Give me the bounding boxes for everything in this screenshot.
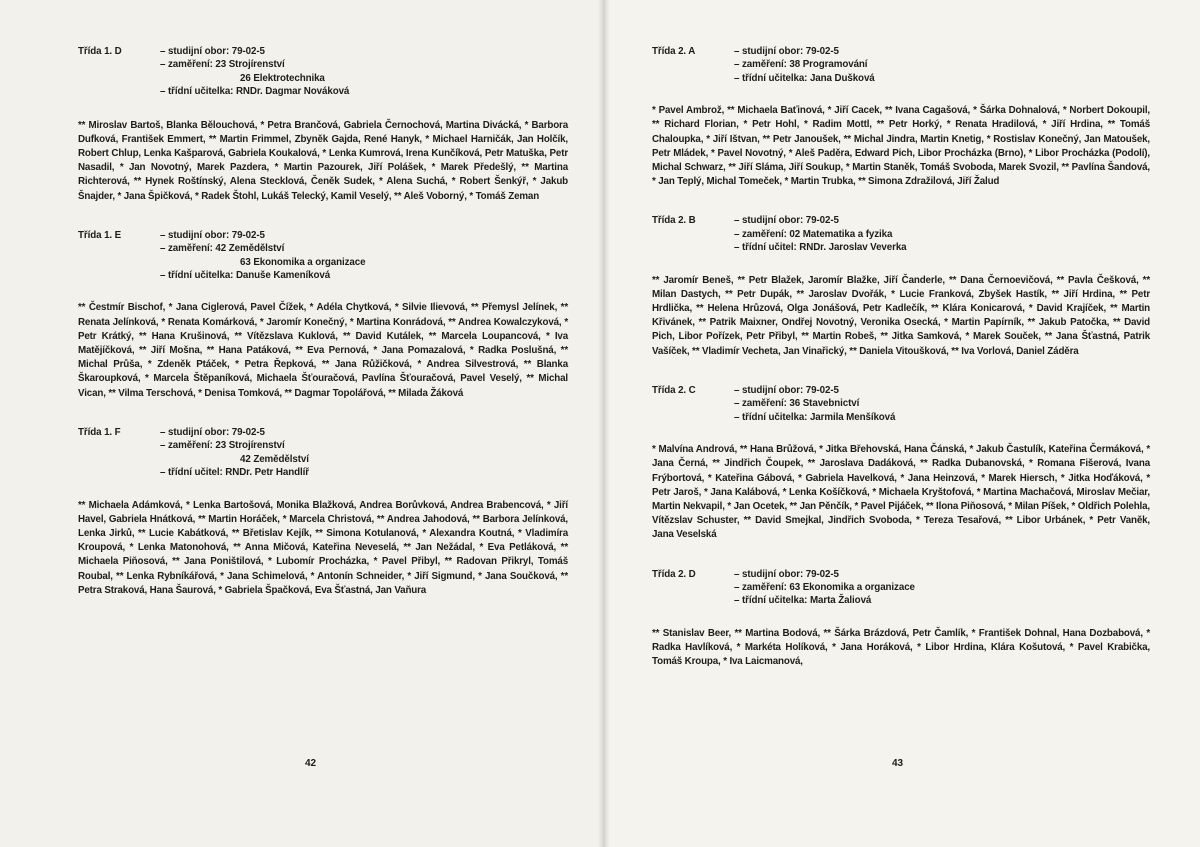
specialization: – zaměření: 02 Matematika a fyzika xyxy=(734,228,893,240)
class-header xyxy=(652,568,1150,608)
class-name: Třída 2. C xyxy=(652,384,696,396)
student-list: ** Michaela Adámková, * Lenka Bartošová, Monika Blažková, Andrea Borůvková, Andrea Brabencová, * Jiří Havel, Gabriela Hnátková, ** Martin Horáček, * Marcela Christová, ** Andrea Jahodová, ** Barbora Jelínková, Lenka Jirků, ** Lucie Kabátková, ** Břetislav Kejík, ** Simona Kotulanová, * Alexandra Koutná, * Vladimíra Kroupová, * Lenka Matonohová, ** Anna Mičová, Kateřina Neveselá, ** Jan Nežádal, * Eva Petláková, ** Michaela Piňosová, ** Jana Poništilová, * Lubomír Procházka, * Pavel Přibyl, ** Radovan Přikryl, Tomáš Roubal, ** Lenka Rybníkářová, * Jana Schimelová, * Antonín Schneider, * Jiří Sigmund, * Jana Součková, ** Petra Straková, Hana Šaurová, * Gabriela Špačková, Eva Šťastná, Jan Vaňura xyxy=(78,499,568,596)
left-page-content xyxy=(78,45,568,598)
class-meta xyxy=(734,214,1150,254)
specialization: – zaměření: 42 Zemědělství xyxy=(160,243,285,255)
student-list: ** Stanislav Beer, ** Martina Bodová, ** Šárka Brázdová, Petr Čamlík, * František Dohnal, Hana Dozbabová, * Radka Havlíková, * Markéta Holíková, * Jana Horáková, * Libor Hrdina, Klára Košutová, * Pavel Krabička, Tomáš Kroupa, * Iva Laicmanová, xyxy=(652,627,1150,668)
class-section-1e xyxy=(78,229,568,401)
class-teacher: – třídní učitelka: Jana Dušková xyxy=(734,72,875,84)
class-meta xyxy=(734,45,1150,85)
class-section-1d xyxy=(78,45,568,204)
class-meta xyxy=(160,45,568,99)
class-header xyxy=(652,45,1150,85)
class-section-2a xyxy=(652,45,1150,189)
page-number: 42 xyxy=(305,758,317,769)
class-meta xyxy=(160,229,568,283)
right-page-content xyxy=(652,45,1150,669)
class-teacher: – třídní učitel: RNDr. Jaroslav Veverka xyxy=(734,242,907,254)
class-meta xyxy=(160,426,568,480)
class-teacher: – třídní učitelka: Marta Žaliová xyxy=(734,595,872,607)
class-teacher: – třídní učitelka: Jarmila Menšíková xyxy=(734,411,896,423)
class-header xyxy=(78,45,568,99)
class-name: Třída 1. E xyxy=(78,229,122,241)
class-name: Třída 2. A xyxy=(652,46,696,57)
student-list: ** Miroslav Bartoš, Blanka Bělouchová, * Petra Brančová, Gabriela Černochová, Martina Divácká, * Barbora Dufková, František Emmert, ** Martin Frimmel, Zbyněk Gajda, René Hanyk, * Michael Harničák, Jan Holčík, Robert Chlup, Lenka Kašparová, Gabriela Koukalová, * Lenka Kumrová, Irena Kunčíková, Petr Matuška, Petr Nasadil, * Jan Novotný, Marek Pazdera, * Martin Pazourek, Jiří Polášek, * Marek Předešlý, ** Martina Richterová, ** Hynek Roštínský, Alena Stecklová, Čeněk Sudek, * Alena Suchá, * Robert Šenkýř, * Jakub Šnajder, * Jana Špičková, * Radek Štohl, Lukáš Telecký, Kamil Veselý, ** Aleš Voborný, * Tomáš Zeman xyxy=(78,119,568,202)
class-header xyxy=(78,426,568,480)
student-list: * Malvína Andrová, ** Hana Brůžová, * Jitka Břehovská, Hana Čánská, * Jakub Častulík, Kateřina Čermáková, * Jana Černá, ** Jindřich Čoupek, ** Jaroslava Dadáková, ** Radka Dubanovská, * Romana Fišerová, Ivana Frýbortová, * Kateřina Gábová, * Gabriela Havelková, * Jana Heinzová, * Marek Hiersch, * Jitka Hoďáková, * Petr Jaroš, * Jana Kalábová, * Lenka Košíčková, * Michaela Kryštofová, * Martina Machačová, Miroslav Mečiar, Martin Nekvapil, * Jan Ocetek, ** Jan Pěnčík, * Pavel Pijáček, ** Ilona Piňosová, * Milan Píšek, * Oldřich Polehla, Vítězslav Schuster, ** David Smejkal, Jindřich Svoboda, * Tereza Tesařová, ** Libor Urbánek, * Petr Vaněk, Jana Veselská xyxy=(652,444,1150,541)
specialization-cont: 42 Zemědělství xyxy=(240,453,309,465)
study-field: – studijní obor: 79-02-5 xyxy=(160,229,265,241)
page-number: 43 xyxy=(892,758,904,769)
class-section-2c xyxy=(652,384,1150,543)
class-section-1f xyxy=(78,426,568,598)
study-field: – studijní obor: 79-02-5 xyxy=(160,46,265,57)
class-teacher: – třídní učitelka: Danuše Kameníková xyxy=(160,270,331,282)
class-section-2d xyxy=(652,568,1150,670)
class-name: Třída 2. B xyxy=(652,215,696,227)
class-meta xyxy=(734,384,1150,424)
specialization-cont: 26 Elektrotechnika xyxy=(240,72,325,84)
class-name: Třída 2. D xyxy=(652,568,696,580)
right-page xyxy=(604,0,1200,847)
class-header xyxy=(78,229,568,283)
student-list: ** Čestmír Bischof, * Jana Ciglerová, Pavel Čížek, * Adéla Chytková, * Silvie Ilievová, ** Přemysl Jelínek, ** Renata Jelínková, * Renata Komárková, * Jaromír Konečný, * Martina Konrádová, ** Andrea Kowalczyková, * Petr Krátký, ** Hana Krušinová, ** Vítězslava Kuklová, ** David Kutálek, ** Marcela Loupancová, * Iva Matějíčková, ** Jiří Mošna, ** Hana Patáková, ** Eva Pernová, * Jana Pomazalová, * Radka Poslušná, ** Michal Průša, * Zdeněk Ptáček, * Petra Řepková, ** Jana Růžičková, * Andrea Silvestrová, ** Blanka Škaroupková, * Marcela Štěpaníková, Michaela Šťouračová, Pavlína Šťouračová, Pavel Veselý, ** Michal Vican, ** Vilma Terschová, * Denisa Tomková, ** Dagmar Topolářová, ** Milada Žáková xyxy=(78,302,568,399)
specialization: – zaměření: 23 Strojírenství xyxy=(160,59,285,71)
class-header xyxy=(652,384,1150,424)
student-list: * Pavel Ambrož, ** Michaela Baťinová, * Jiří Cacek, ** Ivana Cagašová, * Šárka Dohnalová, * Norbert Dokoupil, ** Richard Florian, * Petr Hohl, * Radim Mottl, ** Petr Horký, * Renata Hradilová, * Jiří Hrdina, ** Tomáš Chaloupka, * Jiří Ištvan, ** Petr Janoušek, ** Michal Jindra, Martin Knetig, * Rostislav Konečný, Jan Matoušek, Petr Mládek, * Pavel Novotný, * Aleš Paděra, Edward Pich, Libor Procházka (Brno), * Libor Procházka (Podolí), Michal Schwarz, ** Jiří Sláma, Jiří Soukup, * Martin Staněk, Tomáš Svoboda, Marek Svozil, ** Pavlína Šandová, * Jan Teplý, Michal Tomeček, * Martin Trubka, ** Simona Zdražilová, Jiří Žalud xyxy=(652,105,1150,188)
study-field: – studijní obor: 79-02-5 xyxy=(734,384,839,396)
class-meta xyxy=(734,568,1150,608)
study-field: – studijní obor: 79-02-5 xyxy=(734,46,839,57)
study-field: – studijní obor: 79-02-5 xyxy=(734,568,839,580)
specialization-cont: 63 Ekonomika a organizace xyxy=(240,256,366,268)
specialization: – zaměření: 63 Ekonomika a organizace xyxy=(734,581,915,593)
class-teacher: – třídní učitelka: RNDr. Dagmar Nováková xyxy=(160,86,350,98)
class-teacher: – třídní učitel: RNDr. Petr Handlíř xyxy=(160,467,309,479)
student-list: ** Jaromír Beneš, ** Petr Blažek, Jaromír Blažke, Jiří Čanderle, ** Dana Černoevičová, ** Pavla Češková, ** Milan Dastych, ** Petr Dupák, ** Jaroslav Dvořák, * Lucie Franková, Zbyšek Hastík, ** Jiří Hrdina, ** Petr Hrdlička, ** Helena Hrůzová, Olga Jonášová, Petr Kadlečík, ** Klára Konicarová, * David Krajíček, ** Martin Křivánek, ** Patrik Maixner, Ondřej Novotný, Veronika Osecká, * Martin Papírník, ** Jakub Patočka, ** David Pich, Libor Pořízek, Petr Přibyl, ** Martin Robeš, ** Jitka Samková, * Marek Souček, ** Jana Šťastná, Patrik Vašíček, ** Vladimír Vecheta, Jan Vinařický, ** Daniela Vitoušková, ** Iva Vorlová, Daniel Záděra xyxy=(652,274,1150,357)
specialization: – zaměření: 36 Stavebnictví xyxy=(734,398,860,410)
class-name: Třída 1. F xyxy=(78,426,121,438)
study-field: – studijní obor: 79-02-5 xyxy=(734,215,839,227)
class-header xyxy=(652,214,1150,254)
specialization: – zaměření: 23 Strojírenství xyxy=(160,440,285,452)
specialization: – zaměření: 38 Programování xyxy=(734,59,868,71)
study-field: – studijní obor: 79-02-5 xyxy=(160,426,265,438)
book-gutter xyxy=(598,0,610,847)
class-section-2b xyxy=(652,214,1150,358)
class-name: Třída 1. D xyxy=(78,46,122,57)
